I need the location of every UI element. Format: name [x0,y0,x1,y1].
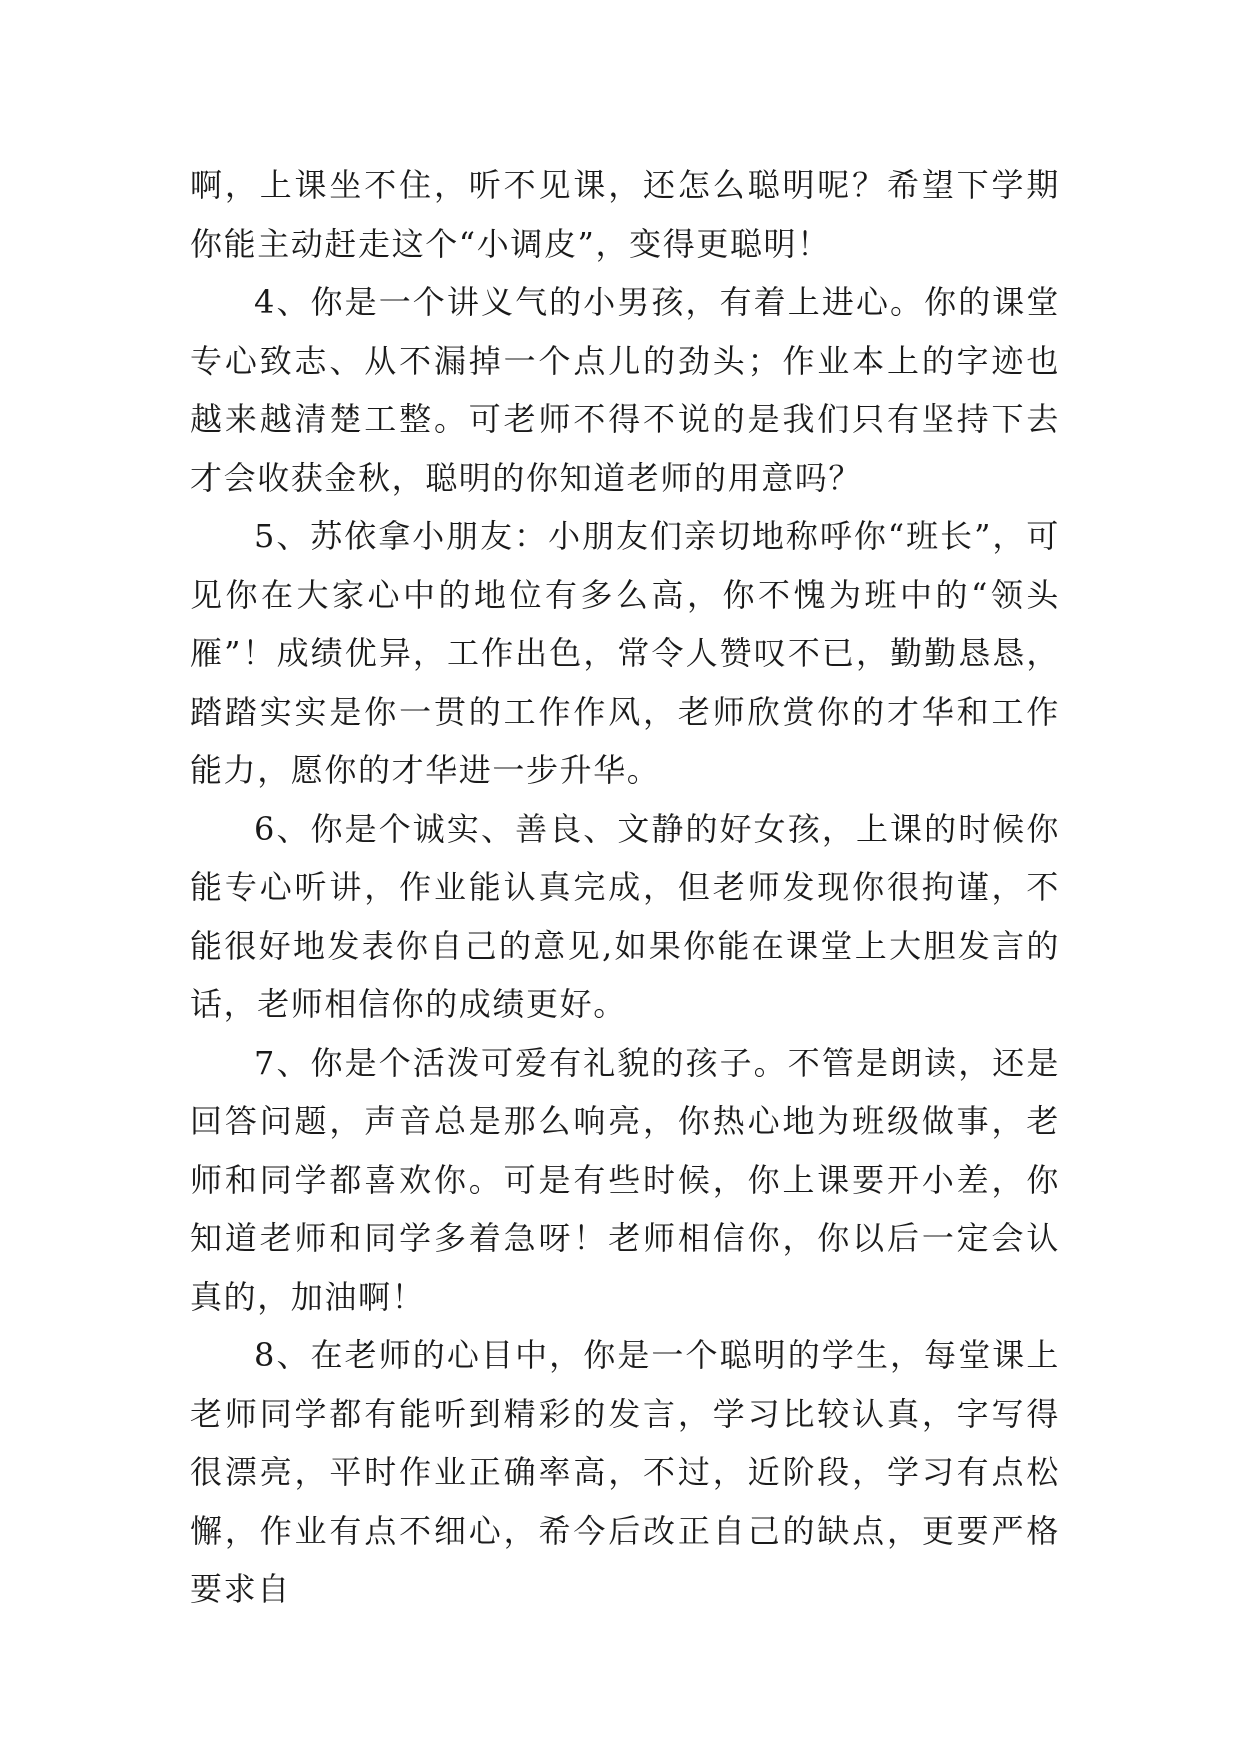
paragraph-comment-6: 6、你是个诚实、善良、文静的好女孩，上课的时候你能专心听讲，作业能认真完成，但老师发现你很拘谨，不能很好地发表你自己的意见,如果你能在课堂上大胆发言的话，老师相信你的成绩更好。 [190,809,1060,1023]
paragraph-comment-4: 4、你是一个讲义气的小男孩，有着上进心。你的课堂专心致志、从不漏掉一个点儿的劲头；作业本上的字迹也越来越清楚工整。可老师不得不说的是我们只有坚持下去才会收获金秋，聪明的你知道老师的用意吗？ [190,283,1060,497]
paragraph-continuation: 啊，上课坐不住，听不见课，还怎么聪明呢？希望下学期你能主动赶走这个“小调皮”，变得更聪明！ [190,166,1060,263]
paragraph-comment-5: 5、苏依拿小朋友：小朋友们亲切地称呼你“班长”，可见你在大家心中的地位有多么高，你不愧为班中的“领头雁”！成绩优异，工作出色，常令人赞叹不已，勤勤恳恳，踏踏实实是你一贯的工作作风，老师欣赏你的才华和工作能力，愿你的才华进一步升华。 [190,517,1060,789]
paragraph-comment-7: 7、你是个活泼可爱有礼貌的孩子。不管是朗读，还是回答问题，声音总是那么响亮，你热心地为班级做事，老师和同学都喜欢你。可是有些时候，你上课要开小差，你知道老师和同学多着急呀！老师相信你，你以后一定会认真的，加油啊！ [190,1043,1060,1316]
document-body [190,156,1060,1619]
paragraph-comment-8: 8、在老师的心目中，你是一个聪明的学生，每堂课上老师同学都有能听到精彩的发言，学习比较认真，字写得很漂亮，平时作业正确率高，不过，近阶段，学习有点松懈，作业有点不细心，希今后改正自己的缺点，更要严格要求自 [190,1336,1060,1608]
